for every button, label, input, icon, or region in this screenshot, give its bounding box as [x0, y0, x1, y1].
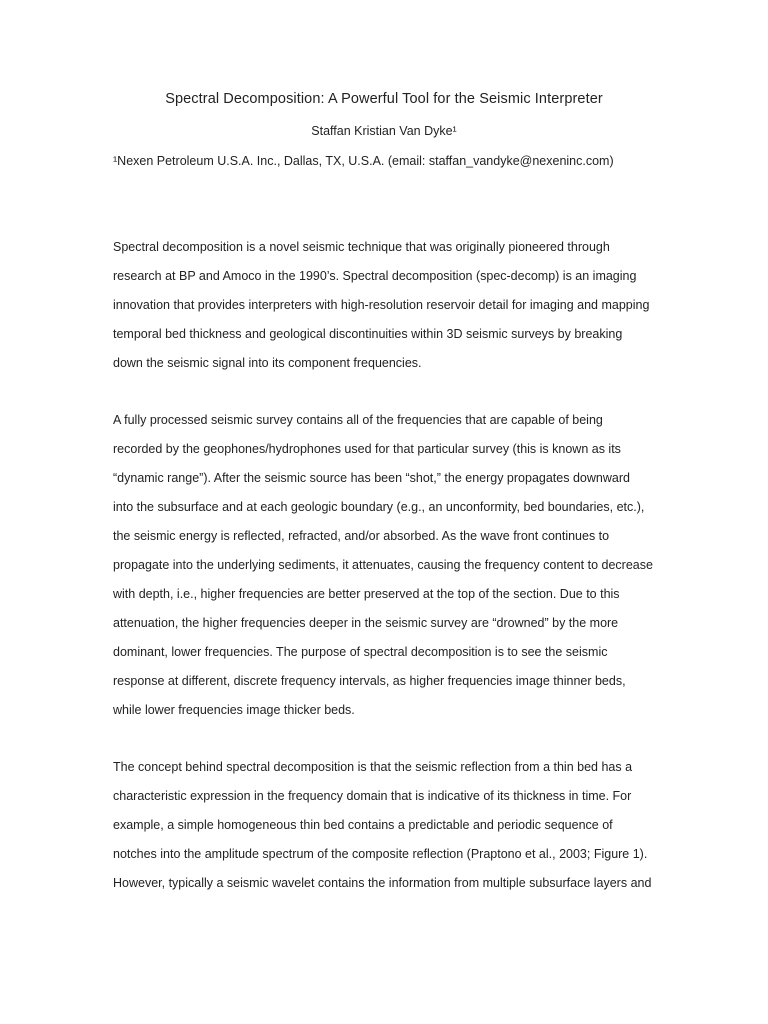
text-line: characteristic expression in the frequency domain that is indicative of its thickness in time. For [113, 789, 632, 803]
text-line: Spectral decomposition is a novel seismic technique that was originally pioneered through [113, 240, 610, 254]
text-line: innovation that provides interpreters with high-resolution reservoir detail for imaging and mapping [113, 298, 650, 312]
text-line: down the seismic signal into its component frequencies. [113, 356, 422, 370]
text-line: into the subsurface and at each geologic boundary (e.g., an unconformity, bed boundaries, etc.), [113, 500, 645, 514]
text-line: while lower frequencies image thicker beds. [113, 703, 355, 717]
text-line: the seismic energy is reflected, refracted, and/or absorbed. As the wave front continues to [113, 529, 610, 543]
author-name: Staffan Kristian Van Dyke¹ [311, 124, 457, 138]
text-line: example, a simple homogeneous thin bed contains a predictable and periodic sequence of [113, 818, 613, 832]
text-line: response at different, discrete frequency intervals, as higher frequencies image thinner beds, [113, 674, 626, 688]
text-line: “dynamic range”). After the seismic source has been “shot,” the energy propagates downward [113, 471, 630, 485]
paragraph-concept [113, 759, 673, 904]
paper-title: Spectral Decomposition: A Powerful Tool for the Seismic Interpreter [165, 91, 603, 107]
text-line: dominant, lower frequencies. The purpose of spectral decomposition is to see the seismic [113, 645, 608, 659]
text-line: A fully processed seismic survey contains all of the frequencies that are capable of being [113, 413, 603, 427]
text-line: recorded by the geophones/hydrophones used for that particular survey (this is known as its [113, 442, 621, 456]
text-line: research at BP and Amoco in the 1990’s. Spectral decomposition (spec-decomp) is an imaging [113, 269, 637, 283]
text-line: The concept behind spectral decomposition is that the seismic reflection from a thin bed has a [113, 760, 633, 774]
paragraph-introduction [113, 239, 673, 384]
text-line: propagate into the underlying sediments, it attenuates, causing the frequency content to decrease [113, 558, 653, 572]
author-affiliation: ¹Nexen Petroleum U.S.A. Inc., Dallas, TX, U.S.A. (email: staffan_vandyke@nexeninc.com) [113, 154, 614, 168]
paragraph-seismic-survey [113, 412, 673, 731]
text-line: notches into the amplitude spectrum of the composite reflection (Praptono et al., 2003; Figure 1). [113, 847, 648, 861]
text-line: However, typically a seismic wavelet contains the information from multiple subsurface layers and [113, 876, 652, 890]
text-line: temporal bed thickness and geological discontinuities within 3D seismic surveys by breaking [113, 327, 623, 341]
text-line: attenuation, the higher frequencies deeper in the seismic survey are “drowned” by the more [113, 616, 619, 630]
text-line: with depth, i.e., higher frequencies are better preserved at the top of the section. Due to this [113, 587, 620, 601]
